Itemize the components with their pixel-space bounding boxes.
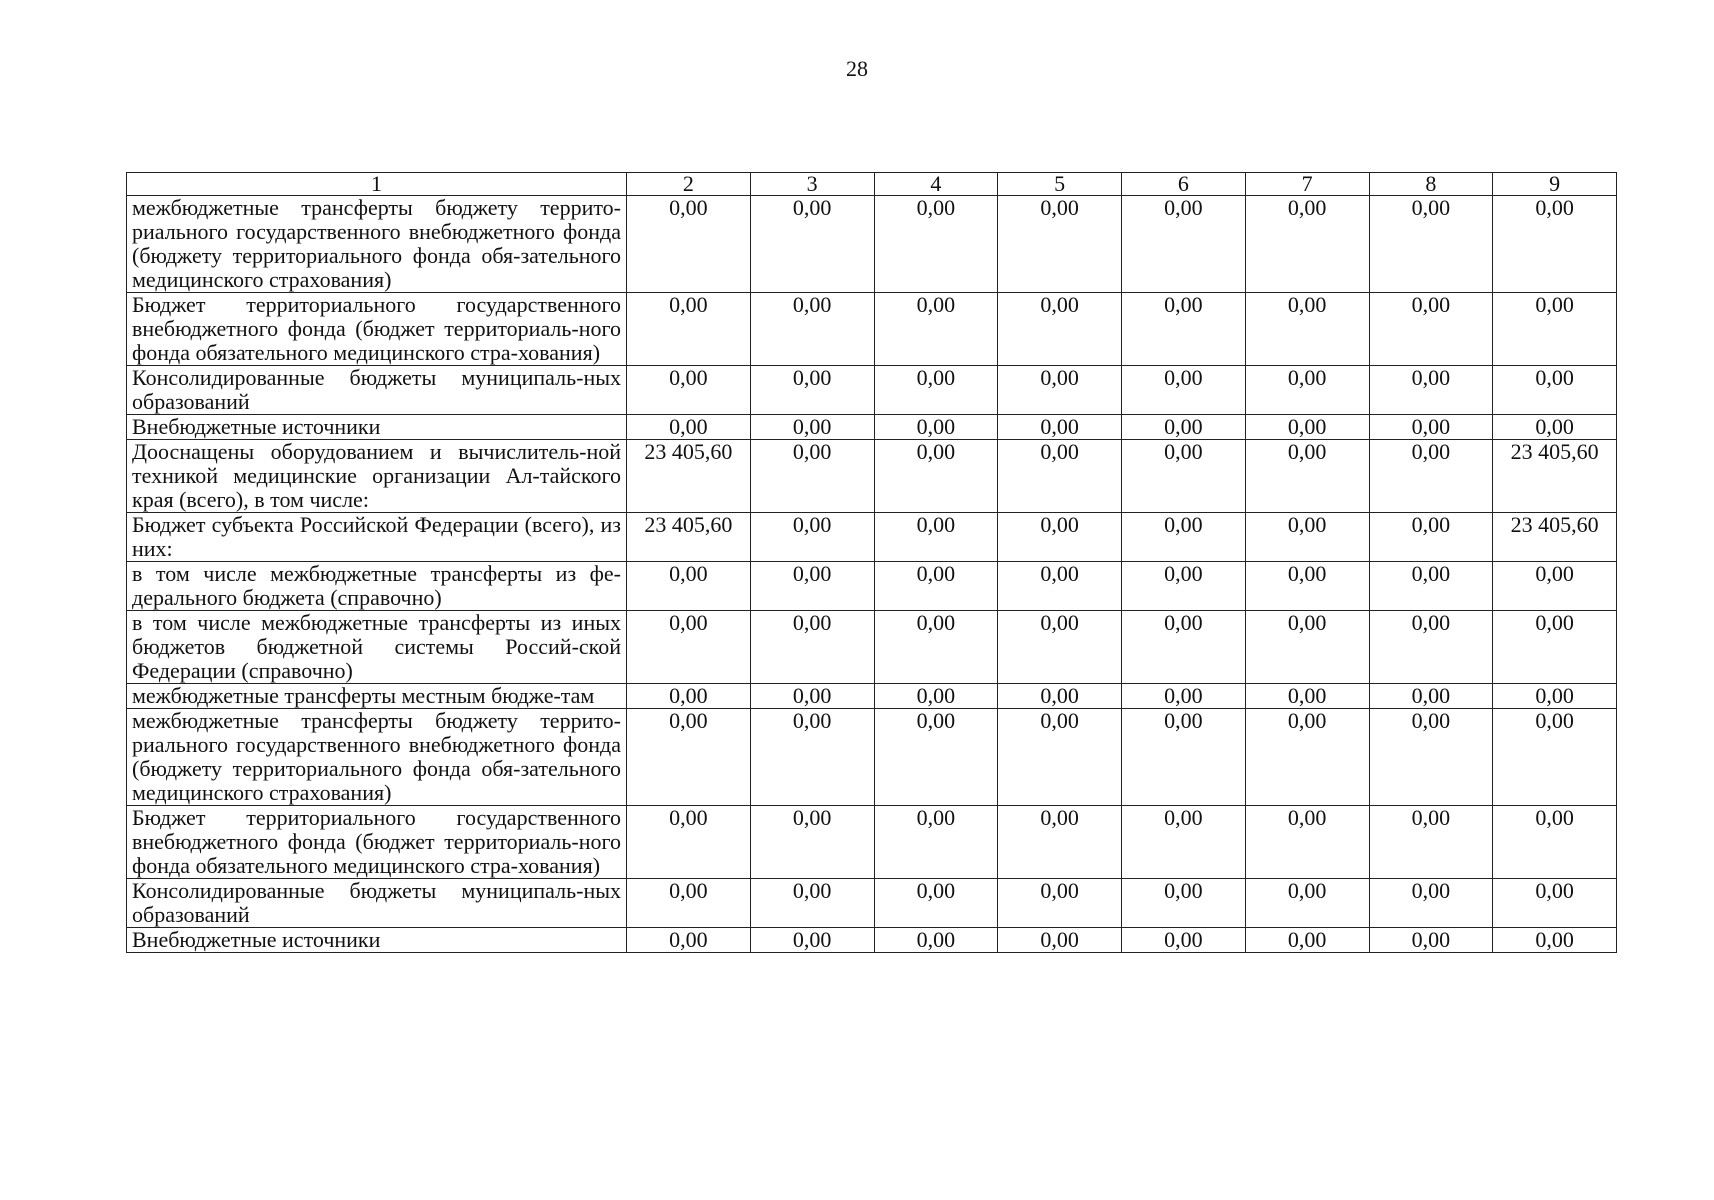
value-cell-col-4: 0,00: [874, 196, 998, 293]
value-cell-col-4: 0,00: [874, 513, 998, 562]
value-cell-col-8: 0,00: [1369, 196, 1493, 293]
column-header-1: 1: [127, 173, 627, 196]
value-cell-col-9: 0,00: [1493, 611, 1617, 684]
table-row: [127, 562, 1617, 611]
value-cell-col-2: 0,00: [627, 709, 751, 806]
table-row: [127, 415, 1617, 440]
table-row: [127, 879, 1617, 928]
value-cell-col-4: 0,00: [874, 440, 998, 513]
value-cell-col-7: 0,00: [1245, 440, 1369, 513]
table-row: [127, 196, 1617, 293]
value-cell-col-6: 0,00: [1122, 709, 1246, 806]
value-cell-col-7: 0,00: [1245, 684, 1369, 709]
value-cell-col-5: 0,00: [998, 611, 1122, 684]
row-label: Бюджет территориального государственного внебюджетного фонда (бюджет территориаль-ного фонда обязательного медицинского стра-хования): [127, 806, 627, 879]
value-cell-col-8: 0,00: [1369, 415, 1493, 440]
value-cell-col-2: 0,00: [627, 611, 751, 684]
value-cell-col-7: 0,00: [1245, 709, 1369, 806]
value-cell-col-3: 0,00: [750, 879, 874, 928]
value-cell-col-3: 0,00: [750, 293, 874, 366]
page-number: 28: [846, 56, 868, 81]
table-row: [127, 293, 1617, 366]
table-body: [127, 196, 1617, 953]
value-cell-col-9: 23 405,60: [1493, 440, 1617, 513]
table-header-row: [127, 173, 1617, 196]
value-cell-col-3: 0,00: [750, 415, 874, 440]
value-cell-col-8: 0,00: [1369, 684, 1493, 709]
value-cell-col-3: 0,00: [750, 684, 874, 709]
value-cell-col-9: 0,00: [1493, 806, 1617, 879]
value-cell-col-5: 0,00: [998, 196, 1122, 293]
value-cell-col-3: 0,00: [750, 196, 874, 293]
value-cell-col-8: 0,00: [1369, 709, 1493, 806]
value-cell-col-2: 0,00: [627, 684, 751, 709]
value-cell-col-7: 0,00: [1245, 415, 1369, 440]
value-cell-col-6: 0,00: [1122, 440, 1246, 513]
value-cell-col-9: 23 405,60: [1493, 513, 1617, 562]
value-cell-col-9: 0,00: [1493, 415, 1617, 440]
value-cell-col-2: 0,00: [627, 806, 751, 879]
value-cell-col-9: 0,00: [1493, 562, 1617, 611]
value-cell-col-7: 0,00: [1245, 513, 1369, 562]
value-cell-col-7: 0,00: [1245, 879, 1369, 928]
value-cell-col-5: 0,00: [998, 562, 1122, 611]
value-cell-col-6: 0,00: [1122, 293, 1246, 366]
column-header-2: 2: [627, 173, 751, 196]
column-header-7: 7: [1245, 173, 1369, 196]
value-cell-col-4: 0,00: [874, 293, 998, 366]
value-cell-col-9: 0,00: [1493, 928, 1617, 953]
value-cell-col-8: 0,00: [1369, 366, 1493, 415]
row-label: Консолидированные бюджеты муниципаль-ных образований: [127, 366, 627, 415]
value-cell-col-9: 0,00: [1493, 879, 1617, 928]
value-cell-col-2: 0,00: [627, 928, 751, 953]
row-label: Внебюджетные источники: [127, 928, 627, 953]
value-cell-col-4: 0,00: [874, 562, 998, 611]
value-cell-col-3: 0,00: [750, 440, 874, 513]
value-cell-col-4: 0,00: [874, 928, 998, 953]
column-header-5: 5: [998, 173, 1122, 196]
value-cell-col-8: 0,00: [1369, 806, 1493, 879]
value-cell-col-9: 0,00: [1493, 293, 1617, 366]
table-row: [127, 366, 1617, 415]
row-label: в том числе межбюджетные трансферты из фе-дерального бюджета (справочно): [127, 562, 627, 611]
value-cell-col-7: 0,00: [1245, 196, 1369, 293]
budget-table: [126, 172, 1617, 953]
value-cell-col-9: 0,00: [1493, 366, 1617, 415]
value-cell-col-2: 23 405,60: [627, 440, 751, 513]
column-header-4: 4: [874, 173, 998, 196]
value-cell-col-9: 0,00: [1493, 684, 1617, 709]
value-cell-col-8: 0,00: [1369, 879, 1493, 928]
value-cell-col-5: 0,00: [998, 879, 1122, 928]
value-cell-col-4: 0,00: [874, 709, 998, 806]
value-cell-col-6: 0,00: [1122, 928, 1246, 953]
value-cell-col-5: 0,00: [998, 440, 1122, 513]
value-cell-col-6: 0,00: [1122, 366, 1246, 415]
value-cell-col-2: 0,00: [627, 293, 751, 366]
column-header-8: 8: [1369, 173, 1493, 196]
value-cell-col-8: 0,00: [1369, 440, 1493, 513]
value-cell-col-6: 0,00: [1122, 684, 1246, 709]
row-label: Бюджет субъекта Российской Федерации (всего), из них:: [127, 513, 627, 562]
value-cell-col-4: 0,00: [874, 611, 998, 684]
value-cell-col-3: 0,00: [750, 928, 874, 953]
value-cell-col-2: 23 405,60: [627, 513, 751, 562]
table-row: [127, 611, 1617, 684]
value-cell-col-2: 0,00: [627, 879, 751, 928]
value-cell-col-9: 0,00: [1493, 196, 1617, 293]
value-cell-col-3: 0,00: [750, 611, 874, 684]
value-cell-col-2: 0,00: [627, 562, 751, 611]
value-cell-col-6: 0,00: [1122, 611, 1246, 684]
value-cell-col-4: 0,00: [874, 806, 998, 879]
value-cell-col-7: 0,00: [1245, 562, 1369, 611]
value-cell-col-4: 0,00: [874, 684, 998, 709]
value-cell-col-3: 0,00: [750, 513, 874, 562]
table-row: [127, 513, 1617, 562]
value-cell-col-6: 0,00: [1122, 513, 1246, 562]
value-cell-col-6: 0,00: [1122, 879, 1246, 928]
value-cell-col-7: 0,00: [1245, 928, 1369, 953]
value-cell-col-6: 0,00: [1122, 196, 1246, 293]
value-cell-col-2: 0,00: [627, 196, 751, 293]
row-label: Дооснащены оборудованием и вычислитель-ной техникой медицинские организации Ал-тайского края (всего), в том числе:: [127, 440, 627, 513]
table-row: [127, 709, 1617, 806]
value-cell-col-4: 0,00: [874, 366, 998, 415]
value-cell-col-4: 0,00: [874, 415, 998, 440]
value-cell-col-8: 0,00: [1369, 611, 1493, 684]
value-cell-col-5: 0,00: [998, 293, 1122, 366]
value-cell-col-8: 0,00: [1369, 562, 1493, 611]
value-cell-col-5: 0,00: [998, 366, 1122, 415]
value-cell-col-8: 0,00: [1369, 293, 1493, 366]
row-label: межбюджетные трансферты местным бюдже-там: [127, 684, 627, 709]
value-cell-col-5: 0,00: [998, 513, 1122, 562]
table-row: [127, 806, 1617, 879]
column-header-9: 9: [1493, 173, 1617, 196]
value-cell-col-7: 0,00: [1245, 293, 1369, 366]
value-cell-col-3: 0,00: [750, 806, 874, 879]
value-cell-col-3: 0,00: [750, 366, 874, 415]
value-cell-col-7: 0,00: [1245, 806, 1369, 879]
table-row: [127, 440, 1617, 513]
value-cell-col-7: 0,00: [1245, 366, 1369, 415]
value-cell-col-9: 0,00: [1493, 709, 1617, 806]
value-cell-col-5: 0,00: [998, 928, 1122, 953]
row-label: Внебюджетные источники: [127, 415, 627, 440]
value-cell-col-5: 0,00: [998, 806, 1122, 879]
value-cell-col-5: 0,00: [998, 415, 1122, 440]
value-cell-col-2: 0,00: [627, 415, 751, 440]
value-cell-col-7: 0,00: [1245, 611, 1369, 684]
column-header-6: 6: [1122, 173, 1246, 196]
row-label: Консолидированные бюджеты муниципаль-ных образований: [127, 879, 627, 928]
value-cell-col-2: 0,00: [627, 366, 751, 415]
column-header-3: 3: [750, 173, 874, 196]
value-cell-col-6: 0,00: [1122, 415, 1246, 440]
table-row: [127, 684, 1617, 709]
row-label: межбюджетные трансферты бюджету террито-риального государственного внебюджетного фонда (бюджету территориального фонда обя-зательного медицинского страхования): [127, 709, 627, 806]
row-label: Бюджет территориального государственного внебюджетного фонда (бюджет территориаль-ного фонда обязательного медицинского стра-хования): [127, 293, 627, 366]
value-cell-col-3: 0,00: [750, 562, 874, 611]
value-cell-col-8: 0,00: [1369, 928, 1493, 953]
value-cell-col-8: 0,00: [1369, 513, 1493, 562]
row-label: в том числе межбюджетные трансферты из иных бюджетов бюджетной системы Россий-ской Федерации (справочно): [127, 611, 627, 684]
table-row: [127, 928, 1617, 953]
value-cell-col-3: 0,00: [750, 709, 874, 806]
value-cell-col-6: 0,00: [1122, 562, 1246, 611]
value-cell-col-5: 0,00: [998, 709, 1122, 806]
value-cell-col-5: 0,00: [998, 684, 1122, 709]
value-cell-col-4: 0,00: [874, 879, 998, 928]
value-cell-col-6: 0,00: [1122, 806, 1246, 879]
row-label: межбюджетные трансферты бюджету террито-риального государственного внебюджетного фонда (бюджету территориального фонда обя-зательного медицинского страхования): [127, 196, 627, 293]
